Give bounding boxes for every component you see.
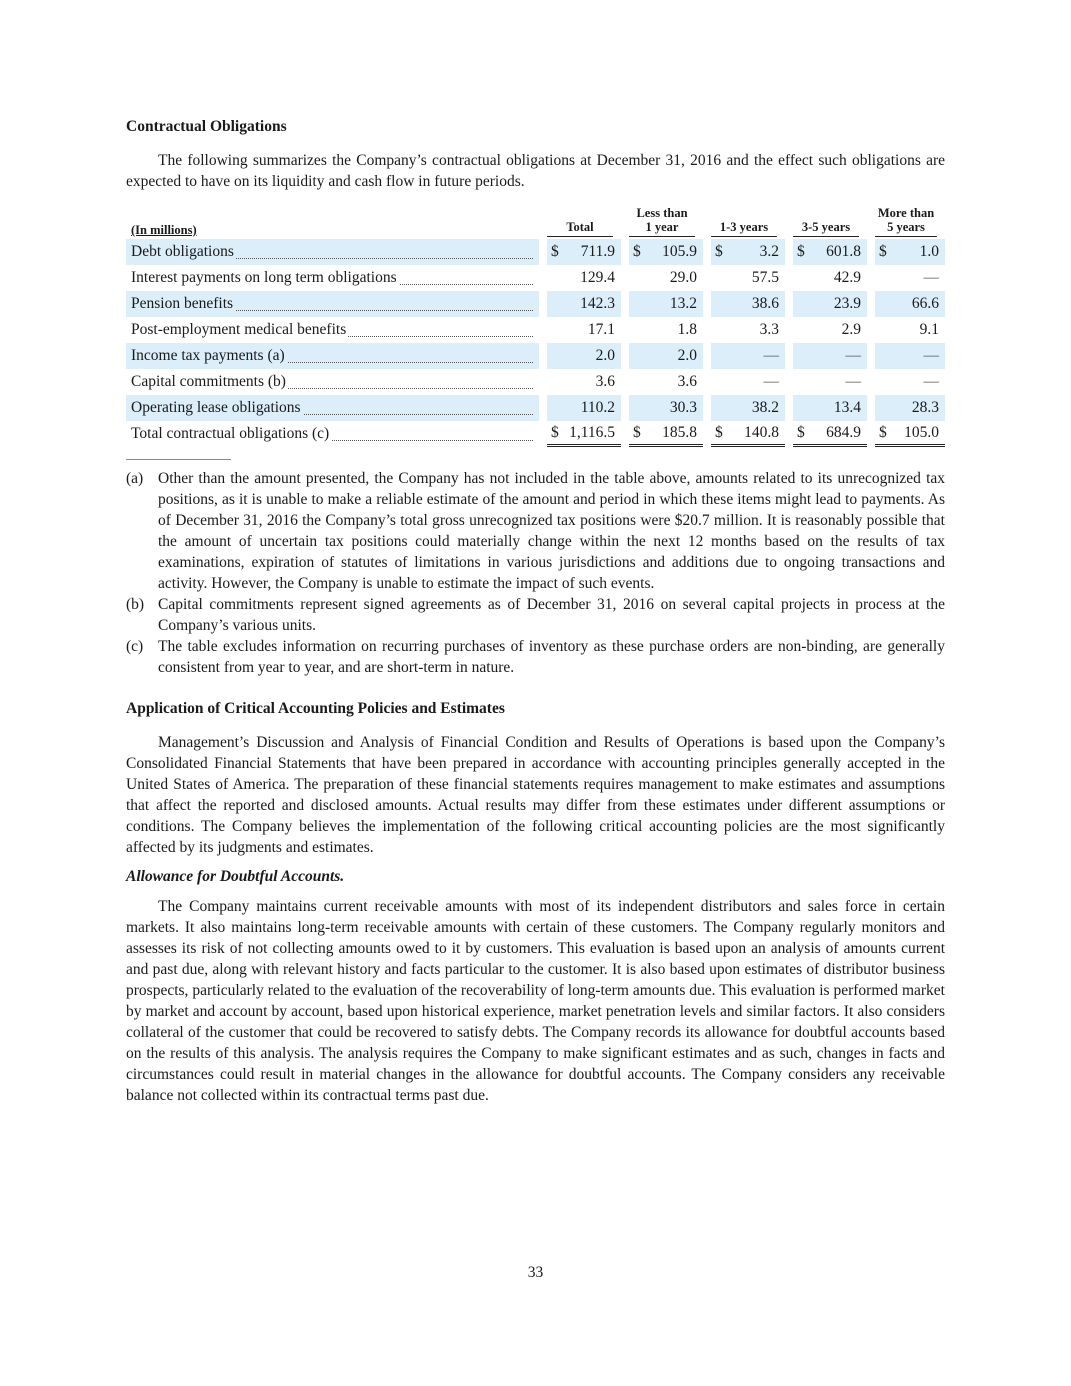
table-cell: $ 684.9 (793, 421, 867, 447)
section-heading-contractual-obligations: Contractual Obligations (126, 118, 287, 135)
table-row (126, 291, 945, 317)
contractual-obligations-table (126, 206, 945, 447)
table-cell: — (923, 269, 939, 286)
table-cell: — (923, 373, 939, 390)
table-cell: 13.2 (629, 291, 703, 317)
table-row (126, 369, 945, 395)
table-row (126, 265, 945, 291)
table-header-row (126, 206, 945, 239)
table-cell: 30.3 (629, 395, 703, 421)
table-cell: 38.2 (711, 395, 785, 421)
table-cell: $ 1.0 (875, 239, 945, 265)
table-cell: 38.6 (711, 291, 785, 317)
table-cell: 129.4 (580, 269, 615, 286)
table-row (126, 317, 945, 343)
table-cell: $ 1,116.5 (547, 421, 621, 447)
table-cell: 57.5 (751, 269, 779, 286)
currency-symbol: $ (715, 423, 723, 441)
currency-symbol: $ (797, 423, 805, 441)
unit-label: (In millions) (131, 223, 197, 237)
table-cell: 9.1 (919, 321, 939, 338)
row-label: Income tax payments (a) (126, 343, 539, 369)
table-cell: 142.3 (547, 291, 621, 317)
section-heading-doubtful-accounts: Allowance for Doubtful Accounts. (126, 868, 345, 885)
table-cell: — (763, 373, 779, 390)
table-row (126, 395, 945, 421)
document-page (126, 118, 945, 1116)
table-cell: 13.4 (793, 395, 867, 421)
table-cell: $ 140.8 (711, 421, 785, 447)
footnotes (126, 468, 945, 678)
table-cell: 110.2 (547, 395, 621, 421)
table-cell: $ 711.9 (547, 239, 621, 265)
intro-paragraph: The following summarizes the Company’s contractual obligations at December 31, 2016 and the effect such obligations are expected to have on its liquidity and cash flow in future periods. (126, 152, 945, 190)
table-cell: $ 105.9 (629, 239, 703, 265)
table-cell: 3.6 (595, 373, 615, 390)
column-header: Total (547, 206, 621, 239)
table-cell: $ 105.0 (875, 421, 945, 447)
row-label: Total contractual obligations (c) (126, 421, 539, 447)
section-heading-critical-accounting: Application of Critical Accounting Policies and Estimates (126, 700, 505, 717)
row-label: Debt obligations (126, 239, 539, 265)
column-header: More than 5 years (875, 206, 945, 239)
table-cell: — (845, 373, 861, 390)
critical-accounting-paragraph: Management’s Discussion and Analysis of Financial Condition and Results of Operations is based upon the Company’s Consolidated Financial Statements that have been prepared in accordance with accounting principles generally accepted in the United States of America. The preparation of these financial statements requires management to make estimates and assumptions that affect the reported and disclosed amounts. Actual results may differ from these estimates under different assumptions or conditions. The Company believes the implementation of the following critical accounting policies are the most significantly affected by its judgments and estimates. (126, 734, 945, 856)
table-cell: — (875, 343, 945, 369)
table-cell: 23.9 (793, 291, 867, 317)
table-cell: 3.3 (759, 321, 779, 338)
currency-symbol: $ (633, 243, 641, 260)
currency-symbol: $ (797, 243, 805, 260)
currency-symbol: $ (879, 243, 887, 260)
doubtful-accounts-paragraph: The Company maintains current receivable amounts with most of its independent distributors and sales force in certain markets. It also maintains long-term receivable amounts with certain of these customers. The Company regularly monitors and assesses its risk of not collecting amounts owed to it by customers. This evaluation is based upon an analysis of amounts current and past due, along with relevant history and facts particular to the customer. It is also based upon estimates of distributor business prospects, particularly related to the evaluation of the recoverability of long-term amounts due. This evaluation is performed market by market and account by account, based upon historical experience, market penetration levels and similar factors. It also considers collateral of the customer that could be recovered to satisfy debts. The Company records its allowance for doubtful accounts based on the results of this analysis. The analysis requires the Company to make significant estimates and as such, changes in facts and circumstances could result in material changes in the allowance for doubtful accounts. The Company considers any receivable balance not collected within its contractual terms past due. (126, 898, 945, 1104)
table-cell: 2.0 (629, 343, 703, 369)
table-cell: — (711, 343, 785, 369)
table-row (126, 343, 945, 369)
currency-symbol: $ (551, 423, 559, 441)
column-header: 3-5 years (793, 206, 867, 239)
currency-symbol: $ (715, 243, 723, 260)
table-cell: 2.0 (547, 343, 621, 369)
table-cell: $ 185.8 (629, 421, 703, 447)
column-header: Less than 1 year (629, 206, 703, 239)
currency-symbol: $ (551, 243, 559, 260)
table-row (126, 421, 945, 447)
table-cell: $ 3.2 (711, 239, 785, 265)
currency-symbol: $ (633, 423, 641, 441)
column-header: 1-3 years (711, 206, 785, 239)
row-label: Interest payments on long term obligations (126, 265, 539, 291)
table-cell: 1.8 (677, 321, 697, 338)
footnote-rule (126, 459, 231, 460)
table-cell: — (793, 343, 867, 369)
footnote: (b) Capital commitments represent signed agreements as of December 31, 2016 on several capital projects in process at the Company’s various units. (126, 596, 945, 634)
row-label: Operating lease obligations (126, 395, 539, 421)
table-cell: 42.9 (833, 269, 861, 286)
row-label: Post-employment medical benefits (126, 317, 539, 343)
table-cell: 66.6 (875, 291, 945, 317)
footnote: (c) The table excludes information on recurring purchases of inventory as these purchase orders are non-binding, are generally consistent from year to year, and are short-term in nature. (126, 638, 945, 676)
row-label: Capital commitments (b) (126, 369, 539, 395)
page-number: 33 (527, 1264, 544, 1281)
table-cell: 2.9 (841, 321, 861, 338)
table-cell: 3.6 (677, 373, 697, 390)
table-cell: 29.0 (669, 269, 697, 286)
table-cell: 17.1 (587, 321, 615, 338)
table-cell: $ 601.8 (793, 239, 867, 265)
table-cell: 28.3 (875, 395, 945, 421)
footnote: (a) Other than the amount presented, the Company has not included in the table above, amounts related to its unrecognized tax positions, as it is unable to make a reliable estimate of the amount and period in which these items might lead to payments. As of December 31, 2016 the Company’s total gross unrecognized tax positions were $20.7 million. It is reasonably possible that the amount of uncertain tax positions could materially change within the next 12 months based on the results of tax examinations, expiration of statutes of limitations in various jurisdictions and additions due to ongoing transactions and activity. However, the Company is unable to estimate the impact of such events. (126, 470, 945, 592)
row-label: Pension benefits (126, 291, 539, 317)
table-row (126, 239, 945, 265)
currency-symbol: $ (879, 423, 887, 441)
